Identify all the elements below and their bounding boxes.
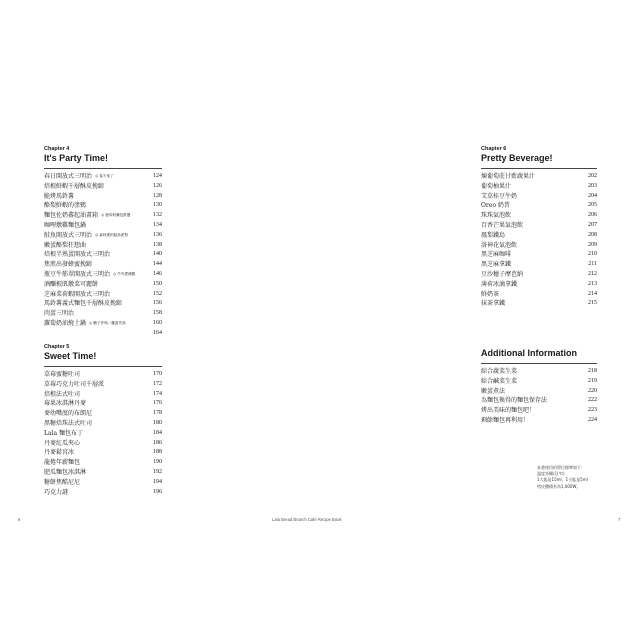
toc-entry-title: 鮭魚開放式三明治 (44, 231, 93, 239)
measurement-note (537, 465, 588, 490)
toc-page-number: 202 (588, 173, 597, 179)
toc-entry-title: 龍捲年薪麵包 (44, 459, 81, 467)
toc-entry-title: 脆烤馬鈴薯 (44, 192, 75, 200)
toc-entry (44, 458, 162, 468)
toc-page-number: 156 (153, 300, 162, 307)
chapter-6-title: Pretty Beverage! (481, 153, 553, 163)
toc-entry (481, 290, 597, 300)
chapter-6-rule (481, 168, 597, 169)
toc-entry-title: Lala 麵包布丁 (44, 429, 83, 437)
toc-entry-title: 葡萄柚果汁 (481, 182, 512, 190)
toc-entry (44, 329, 162, 339)
toc-page-number: 184 (153, 429, 162, 436)
toc-entry-title: 抹茶拿鐵 (481, 300, 506, 308)
toc-page-number: 126 (153, 182, 162, 189)
toc-entry (44, 370, 162, 380)
book-title-footer: Lala Bread Brunch Cafe Recipe Book (272, 517, 342, 522)
toc-entry-title: 麵包佐奶蕃起油畫箱 (44, 212, 99, 220)
toc-entry-title: 芝麻菜荷蝦開放式三明治 (44, 290, 111, 298)
toc-page-number: 214 (588, 290, 597, 297)
toc-entry-title: 糖餅焦酷尼尼 (44, 478, 81, 486)
toc-entry (481, 250, 597, 260)
toc-entry (44, 280, 162, 290)
toc-entry-title: 馬鈴薯義式麵包千層酥皮挽蹄 (44, 300, 123, 308)
toc-entry-title: 丹麥鬆宮冰 (44, 449, 75, 457)
toc-entry-title: 瓶豆牛筋翠開放式三明治 (44, 270, 111, 278)
toc-entry (481, 221, 597, 231)
toc-page-number: 206 (588, 212, 597, 219)
toc-page-number: 170 (153, 371, 162, 377)
toc-entry-title: 綜合蔬菜生菜 (481, 368, 518, 375)
toc-page-number: 160 (153, 319, 162, 326)
toc-entry-title: 為麵包換得的麵包保存法 (481, 397, 548, 405)
toc-page-number: 164 (153, 329, 162, 336)
toc-page-number: 223 (588, 407, 597, 414)
toc-entry (44, 448, 162, 458)
toc-entry-title: 丹麥紅瓜夾心 (44, 439, 81, 447)
toc-page-number: 215 (588, 300, 597, 307)
chapter-5-label: Chapter 5 (44, 344, 70, 350)
toc-entry (481, 377, 597, 387)
left-page-number: 6 (18, 517, 21, 522)
toc-page-number: 208 (588, 231, 597, 238)
toc-entry-title: 艾草桂豆牛奶 (481, 192, 518, 200)
toc-entry-title: 蘿蔔奶油燒土鍋 (44, 319, 87, 327)
toc-entry (481, 211, 597, 221)
toc-entry (44, 488, 162, 498)
toc-entry (481, 241, 597, 251)
chapter-4-title: It's Party Time! (44, 153, 108, 163)
toc-entry (481, 231, 597, 241)
toc-entry-title: 百香芒果氣泡飲 (481, 221, 524, 229)
toc-entry-title: 焙根鮮蝦千層酥皮挽蹄 (44, 182, 105, 190)
toc-entry (44, 260, 162, 270)
toc-entry (481, 192, 597, 202)
toc-entry-title: 肥瓜麵包冰淇淋 (44, 468, 87, 476)
toc-page-number: 138 (153, 241, 162, 248)
toc-entry (44, 319, 162, 329)
additional-rule (481, 363, 597, 364)
toc-page-number: 210 (588, 251, 597, 258)
chapter-4-rule (44, 168, 162, 169)
measurement-note-line: 烤皮體積有為1,000W。 (537, 483, 581, 489)
chapter-5-section (44, 344, 162, 497)
toc-entry-title: 黑糖焙珠法式吐司 (44, 419, 93, 427)
toc-entry-title: 烤出美味的麵包吧！ (481, 407, 536, 415)
toc-entry (44, 468, 162, 478)
toc-entry (481, 387, 597, 397)
toc-entry (44, 290, 162, 300)
toc-entry (481, 299, 597, 309)
toc-entry (44, 211, 162, 221)
toc-entry-note: ◎ 鮪子作與／蘿蔔作曲 (89, 320, 126, 325)
toc-entry-title: 酒釀根肌燉菜可麗餅 (44, 280, 99, 288)
toc-entry-title: 剩餘麵包再利用！ (481, 416, 530, 424)
toc-page-number: 188 (153, 449, 162, 456)
toc-entry (44, 250, 162, 260)
measurement-note-line: 本書使用的單位標準如下： (537, 465, 585, 470)
toc-page-number: 172 (153, 380, 162, 387)
toc-page-number: 224 (588, 416, 597, 423)
toc-page-number: 132 (153, 212, 162, 219)
chapter-5-rule (44, 366, 162, 367)
toc-page-number: 136 (153, 231, 162, 238)
toc-page-number: 212 (588, 270, 597, 277)
toc-entry-title: 春日開放式三明治 (44, 173, 93, 180)
right-page-number: 7 (618, 517, 621, 522)
toc-page-number: 207 (588, 221, 597, 228)
toc-entry (481, 260, 597, 270)
toc-page-number: 209 (588, 241, 597, 248)
toc-entry (481, 182, 597, 192)
toc-page-number: 222 (588, 397, 597, 404)
toc-page-number: 196 (153, 488, 162, 495)
toc-entry (44, 390, 162, 400)
toc-page-number: 134 (153, 221, 162, 228)
toc-page-number: 203 (588, 182, 597, 189)
toc-page-number: 150 (153, 280, 162, 287)
chapter-6-label: Chapter 6 (481, 146, 507, 152)
toc-page-number: 205 (588, 202, 597, 209)
toc-page-number: 128 (153, 192, 162, 199)
additional-title: Additional Information (481, 348, 577, 358)
toc-entry-title: 黑芝麻拿鐵 (481, 261, 512, 269)
toc-entry (481, 367, 597, 377)
toc-entry-note: ◎ 森林裡的鮭魚派對 (95, 232, 129, 237)
toc-entry-title: 焙根法式吐司 (44, 390, 81, 398)
toc-entry-title: 鮮奶茶 (481, 290, 500, 298)
toc-page-number: 220 (588, 387, 597, 394)
toc-page-number: 186 (153, 439, 162, 446)
toc-entry (44, 241, 162, 251)
toc-entry-note: ◎ 鹿馬粉藥包酢醬 (101, 213, 131, 218)
toc-entry-title: 焦煎出發蜂蜜挽蹄 (44, 261, 93, 269)
toc-entry (44, 192, 162, 202)
toc-page-number: 218 (588, 368, 597, 374)
toc-entry (481, 280, 597, 290)
chapter-4-toc (44, 172, 162, 339)
toc-page-number: 194 (153, 478, 162, 485)
chapter-5-toc (44, 370, 162, 497)
toc-entry-title: 肉蛋三明治 (44, 310, 75, 318)
toc-entry-title: 草莓蜜糖吐司 (44, 371, 81, 378)
toc-entry (481, 172, 597, 182)
toc-entry (44, 419, 162, 429)
toc-entry-title: 巧克力謎 (44, 488, 69, 496)
toc-entry (44, 172, 162, 182)
toc-entry-title: 焙根半熟蛋開放式三明治 (44, 251, 111, 259)
toc-entry-title: Oreo 奶昔 (481, 202, 510, 210)
toc-page-number: 144 (153, 261, 162, 268)
toc-page-number: 192 (153, 468, 162, 475)
toc-entry-title: 洛神花氣泡飲 (481, 241, 518, 249)
toc-entry-title: 鳳梨鐵島 (481, 231, 506, 239)
toc-entry (44, 309, 162, 319)
chapter-4-section (44, 146, 162, 339)
toc-page-number: 190 (153, 459, 162, 466)
toc-entry-note: ◎ 春天來了 (95, 174, 114, 178)
toc-entry-title: 煉葡萄莊甘藍蔬果汁 (481, 173, 536, 180)
toc-entry (481, 416, 597, 426)
toc-entry (44, 439, 162, 449)
toc-entry (481, 406, 597, 416)
additional-section (481, 348, 597, 426)
toc-page-number: 152 (153, 290, 162, 297)
toc-entry-note: ◎ 牛肉愛薇蝦 (113, 271, 136, 276)
toc-page-number: 211 (588, 261, 597, 268)
toc-entry (44, 221, 162, 231)
toc-entry-title: 草莓巧克力吐司千層派 (44, 380, 105, 388)
toc-entry (44, 478, 162, 488)
toc-entry (481, 201, 597, 211)
toc-entry-title: 麥幼嘴度的布朗尼 (44, 410, 93, 418)
toc-page-number: 124 (153, 173, 162, 179)
measurement-note-line: 溫度皆攝氏(℃) (537, 471, 565, 477)
toc-page-number: 204 (588, 192, 597, 199)
toc-entry (44, 201, 162, 211)
toc-page-number: 130 (153, 202, 162, 209)
toc-entry-title: 莓果冰淇淋丹麥 (44, 400, 87, 408)
chapter-6-section (481, 146, 597, 309)
toc-entry-title: 咖哩燉雞麵包鍋 (44, 221, 87, 229)
toc-entry (44, 270, 162, 280)
toc-page-number: 158 (153, 310, 162, 317)
toc-page-number: 178 (153, 410, 162, 417)
chapter-4-label: Chapter 4 (44, 146, 70, 152)
toc-entry-title: 珠珠氣泡飲 (481, 212, 512, 220)
toc-entry-title: 豆沙穗子摩芭納 (481, 270, 524, 278)
toc-page-number: 219 (588, 377, 597, 384)
toc-page-number: 180 (153, 419, 162, 426)
toc-entry-title: 黑芝麻咖啡 (481, 251, 512, 259)
toc-page-number: 146 (153, 270, 162, 277)
chapter-6-toc (481, 172, 597, 309)
toc-entry (44, 429, 162, 439)
chapter-5-title: Sweet Time! (44, 351, 97, 361)
toc-entry (481, 270, 597, 280)
toc-entry-title: 嫩蛋煮法 (481, 387, 506, 395)
toc-entry (44, 299, 162, 309)
toc-entry-title: 酪梨鮮蝦的塗鴉 (44, 202, 87, 210)
toc-entry-title: 薄荷冰滴拿鐵 (481, 280, 518, 288)
measurement-note-line: 1大匙是15ml，1小匙是5ml (537, 477, 588, 483)
additional-toc (481, 367, 597, 426)
toc-entry (481, 396, 597, 406)
toc-entry-title: 綜合鹹菜生菜 (481, 377, 518, 385)
toc-entry (44, 380, 162, 390)
toc-entry (44, 182, 162, 192)
toc-page-number: 176 (153, 400, 162, 407)
toc-entry (44, 409, 162, 419)
toc-entry (44, 231, 162, 241)
toc-page-number: 140 (153, 251, 162, 258)
toc-entry (44, 399, 162, 409)
toc-entry-title: 嫩蛋酪梨狂想曲 (44, 241, 87, 249)
toc-page-number: 213 (588, 280, 597, 287)
toc-page-number: 174 (153, 390, 162, 397)
